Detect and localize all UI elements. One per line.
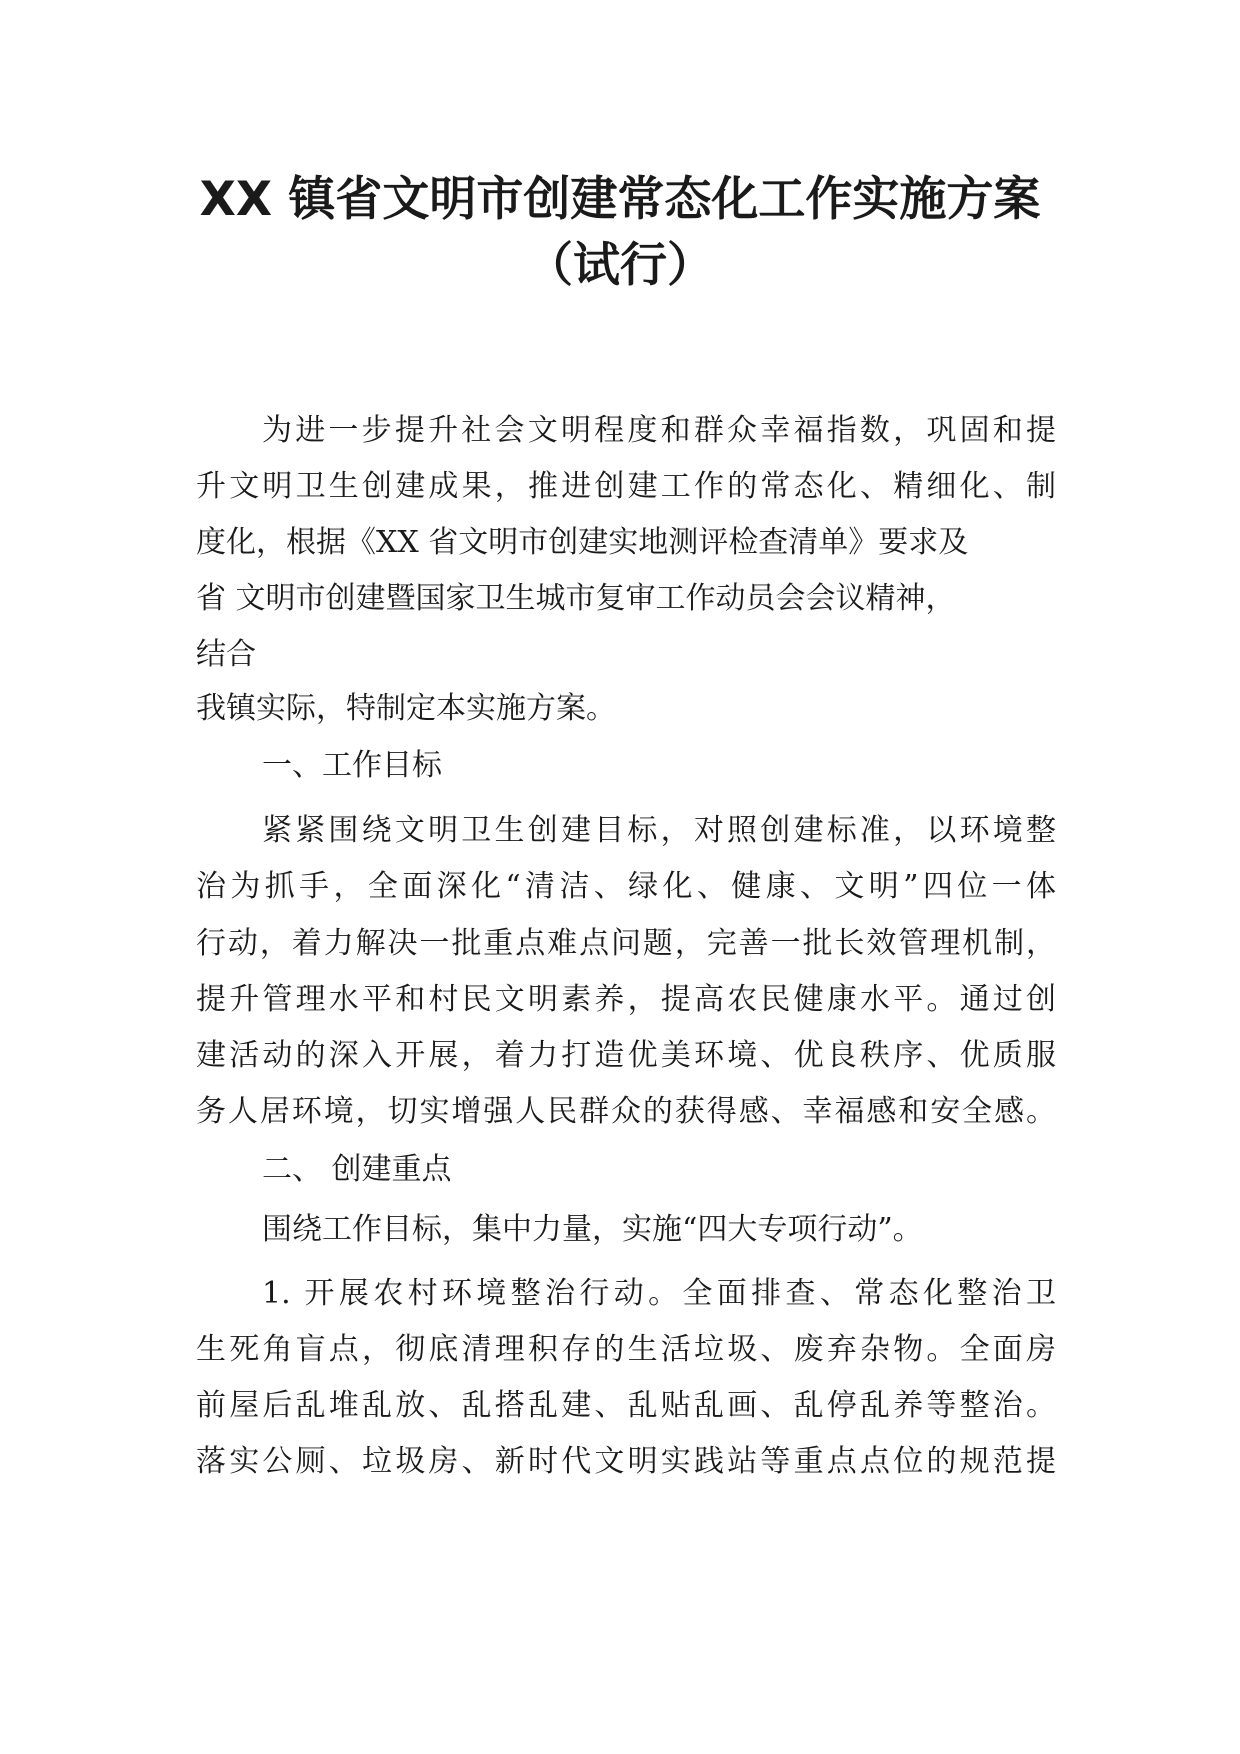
- body-line: 提升管理水平和村民文明素养，提高农民健康水平。通过创: [196, 982, 1056, 1017]
- body-line: 升文明卫生创建成果，推进创建工作的常态化、精细化、制: [196, 469, 1056, 504]
- body-line: 行动，着力解决一批重点难点问题，完善一批长效管理机制，: [196, 926, 1056, 961]
- body-line: 务人居环境，切实增强人民群众的获得感、幸福感和安全感。: [196, 1094, 1056, 1129]
- body-line: 生死角盲点，彻底清理积存的生活垃圾、废弃杂物。全面房: [196, 1332, 1056, 1367]
- body-line: 省 文明市创建暨国家卫生城市复审工作动员会会议精神，: [196, 581, 956, 616]
- body-line: 结合: [196, 637, 256, 672]
- document-title-line-2: （试行）: [526, 238, 714, 293]
- body-line: 紧紧围绕文明卫生创建目标，对照创建标准，以环境整: [262, 813, 1056, 848]
- body-line: 治为抓手，全面深化“清洁、绿化、健康、文明”四位一体: [196, 869, 1056, 904]
- section-heading: 二、 创建重点: [262, 1152, 452, 1187]
- body-line: 1. 开展农村环境整治行动。全面排查、常态化整治卫: [262, 1276, 1056, 1311]
- document-title-line-1: XX 镇省文明市创建常态化工作实施方案: [199, 172, 1041, 227]
- body-line: 为进一步提升社会文明程度和群众幸福指数，巩固和提: [262, 413, 1056, 448]
- body-line: 落实公厕、垃圾房、新时代文明实践站等重点点位的规范提: [196, 1444, 1056, 1479]
- body-line: 围绕工作目标，集中力量，实施“四大专项行动”。: [262, 1212, 923, 1247]
- body-line: 前屋后乱堆乱放、乱搭乱建、乱贴乱画、乱停乱养等整治。: [196, 1388, 1056, 1423]
- body-line: 度化，根据《XX 省文明市创建实地测评检查清单》要求及: [196, 525, 969, 560]
- section-heading: 一、工作目标: [262, 748, 442, 783]
- body-line: 建活动的深入开展，着力打造优美环境、优良秩序、优质服: [196, 1038, 1056, 1073]
- body-line: 我镇实际，特制定本实施方案。: [196, 691, 616, 726]
